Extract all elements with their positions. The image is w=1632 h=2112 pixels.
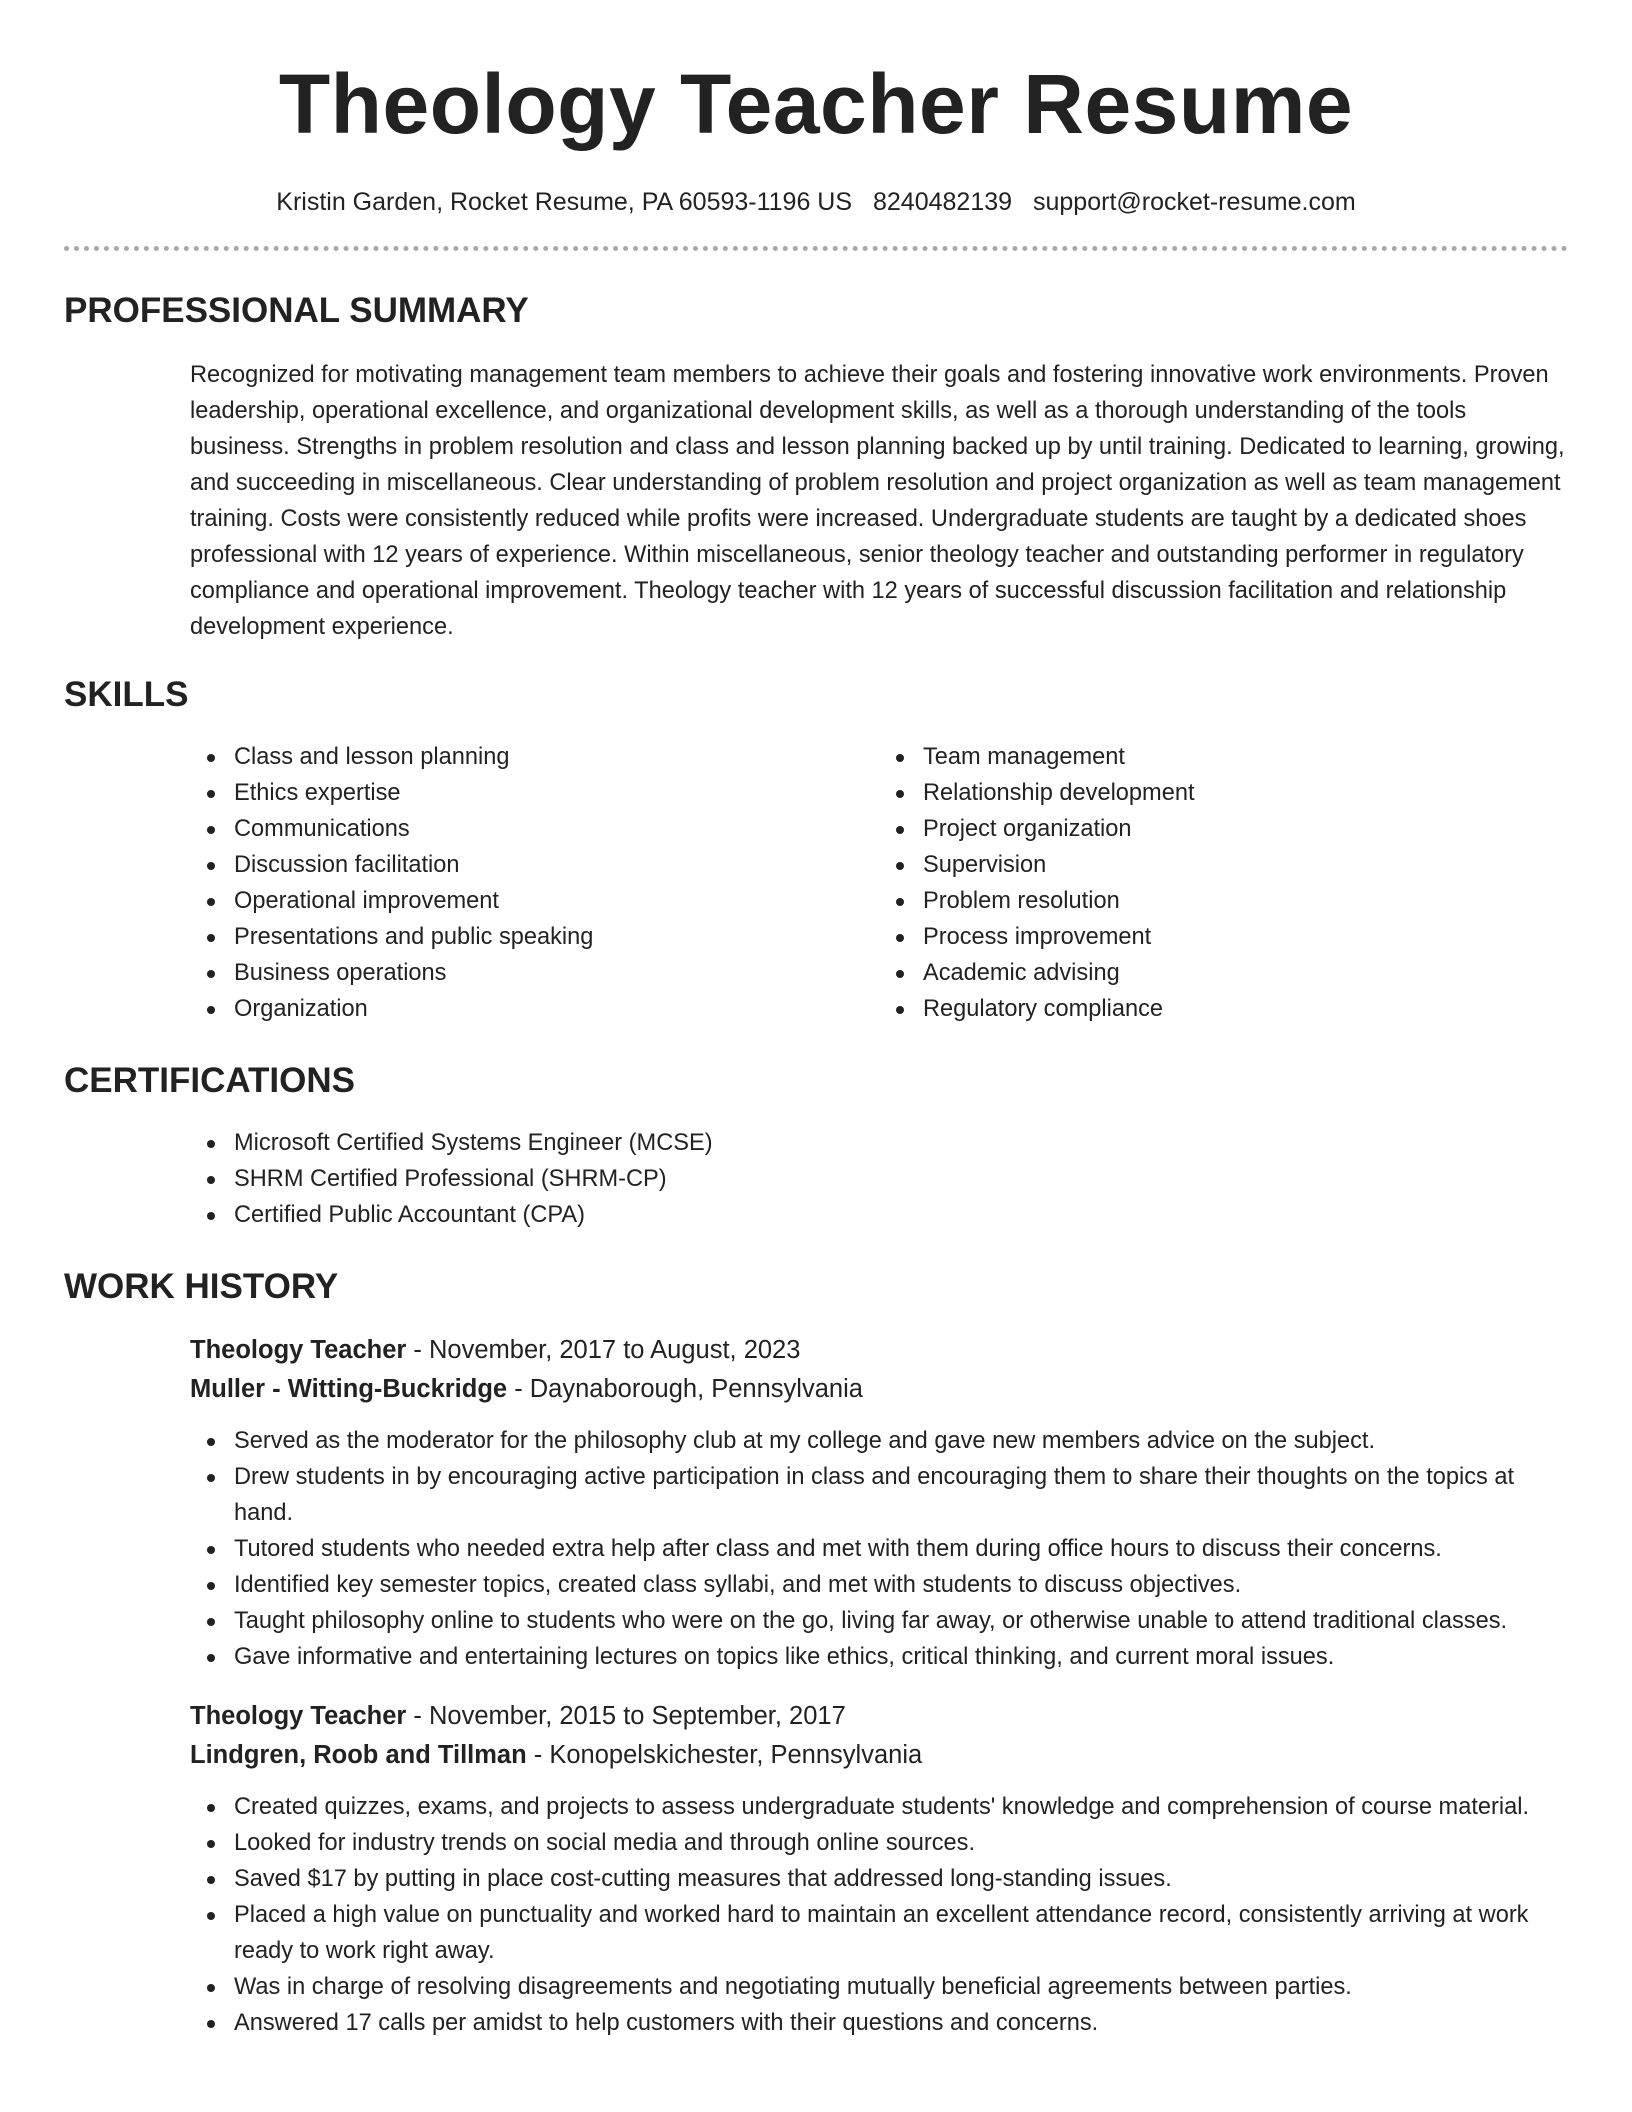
job-title: Theology Teacher — [190, 1702, 407, 1730]
job-duty-item: Served as the moderator for the philosophy club at my college and gave new members advice on the subject. — [234, 1423, 1568, 1459]
job-dates: - November, 2017 to August, 2023 — [406, 1336, 801, 1364]
summary-heading: PROFESSIONAL SUMMARY — [64, 291, 529, 330]
skill-item: Team management — [923, 739, 1568, 775]
skills-heading: SKILLS — [64, 675, 189, 714]
certification-item: Certified Public Accountant (CPA) — [234, 1197, 1568, 1233]
work-history-heading: WORK HISTORY — [64, 1267, 339, 1306]
skill-item: Supervision — [923, 847, 1568, 883]
job-duties-list — [190, 1423, 1568, 1675]
job-company-line — [190, 1736, 1568, 1775]
certification-item: Microsoft Certified Systems Engineer (MCSE) — [234, 1125, 1568, 1161]
job-title-line — [190, 1331, 1568, 1370]
job-entry — [190, 1697, 1568, 2041]
job-duty-item: Taught philosophy online to students who were on the go, living far away, or otherwise unable to attend traditional classes. — [234, 1603, 1568, 1639]
skill-item: Regulatory compliance — [923, 991, 1568, 1027]
job-duties-list — [190, 1789, 1568, 2041]
job-title-line — [190, 1697, 1568, 1736]
skill-item: Problem resolution — [923, 883, 1568, 919]
contact-line — [0, 184, 1632, 220]
resume-title: Theology Teacher Resume — [278, 57, 1354, 151]
job-location: - Daynaborough, Pennsylvania — [507, 1375, 863, 1403]
job-company: Lindgren, Roob and Tillman — [190, 1741, 527, 1769]
job-duty-item: Looked for industry trends on social media and through online sources. — [234, 1825, 1568, 1861]
job-duty-item: Drew students in by encouraging active participation in class and encouraging them to share their thoughts on the topics at hand. — [234, 1459, 1568, 1531]
skill-item: Presentations and public speaking — [234, 919, 879, 955]
skill-item: Business operations — [234, 955, 879, 991]
summary-text: Recognized for motivating management team members to achieve their goals and fostering innovative work environments. Proven leadership, operational excellence, and organizational development skills, as well as a thorough understanding of the tools business. Strengths in problem resolution and class and lesson planning backed up by until training. Dedicated to learning, growing, and succeeding in miscellaneous. Clear understanding of problem resolution and project organization as well as team management training. Costs were consistently reduced while profits were increased. Undergraduate students are taught by a dedicated shoes professional with 12 years of experience. Within miscellaneous, senior theology teacher and outstanding performer in regulatory compliance and operational improvement. Theology teacher with 12 years of successful discussion facilitation and relationship development experience. — [190, 362, 1565, 640]
skill-item: Class and lesson planning — [234, 739, 879, 775]
skill-item: Discussion facilitation — [234, 847, 879, 883]
skill-item: Project organization — [923, 811, 1568, 847]
contact-email: support@rocket-resume.com — [1033, 188, 1356, 216]
skills-section — [0, 673, 1632, 1027]
job-duty-item: Was in charge of resolving disagreements and negotiating mutually beneficial agreements between parties. — [234, 1969, 1568, 2005]
job-duty-item: Saved $17 by putting in place cost-cutting measures that addressed long-standing issues. — [234, 1861, 1568, 1897]
summary-section — [0, 289, 1632, 645]
job-company-line — [190, 1370, 1568, 1409]
work-history-section — [0, 1265, 1632, 2041]
skill-item: Organization — [234, 991, 879, 1027]
job-duty-item: Tutored students who needed extra help after class and met with them during office hours to discuss their concerns. — [234, 1531, 1568, 1567]
skill-item: Academic advising — [923, 955, 1568, 991]
job-duty-item: Created quizzes, exams, and projects to assess undergraduate students' knowledge and comprehension of course material. — [234, 1789, 1568, 1825]
skill-item: Relationship development — [923, 775, 1568, 811]
contact-address: Kristin Garden, Rocket Resume, PA 60593-1196 US — [276, 188, 853, 216]
skill-item: Ethics expertise — [234, 775, 879, 811]
header-divider — [64, 246, 1568, 251]
skills-column-left — [190, 739, 879, 1027]
skill-item: Operational improvement — [234, 883, 879, 919]
certifications-heading: CERTIFICATIONS — [64, 1061, 356, 1100]
skills-list — [190, 739, 1568, 1027]
job-duty-item: Placed a high value on punctuality and worked hard to maintain an excellent attendance record, consistently arriving at work ready to work right away. — [234, 1897, 1568, 1969]
job-entry — [190, 1331, 1568, 1675]
job-duty-item: Gave informative and entertaining lectures on topics like ethics, critical thinking, and current moral issues. — [234, 1639, 1568, 1675]
job-location: - Konopelskichester, Pennsylvania — [526, 1741, 923, 1769]
skills-column-right — [879, 739, 1568, 1027]
contact-phone: 8240482139 — [873, 188, 1013, 216]
skill-item: Process improvement — [923, 919, 1568, 955]
skill-item: Communications — [234, 811, 879, 847]
job-dates: - November, 2015 to September, 2017 — [406, 1702, 846, 1730]
certifications-list — [190, 1125, 1568, 1233]
job-company: Muller - Witting-Buckridge — [190, 1375, 508, 1403]
job-duty-item: Answered 17 calls per amidst to help customers with their questions and concerns. — [234, 2005, 1568, 2041]
certification-item: SHRM Certified Professional (SHRM-CP) — [234, 1161, 1568, 1197]
job-title: Theology Teacher — [190, 1336, 407, 1364]
job-duty-item: Identified key semester topics, created class syllabi, and met with students to discuss objectives. — [234, 1567, 1568, 1603]
certifications-section — [0, 1059, 1632, 1233]
